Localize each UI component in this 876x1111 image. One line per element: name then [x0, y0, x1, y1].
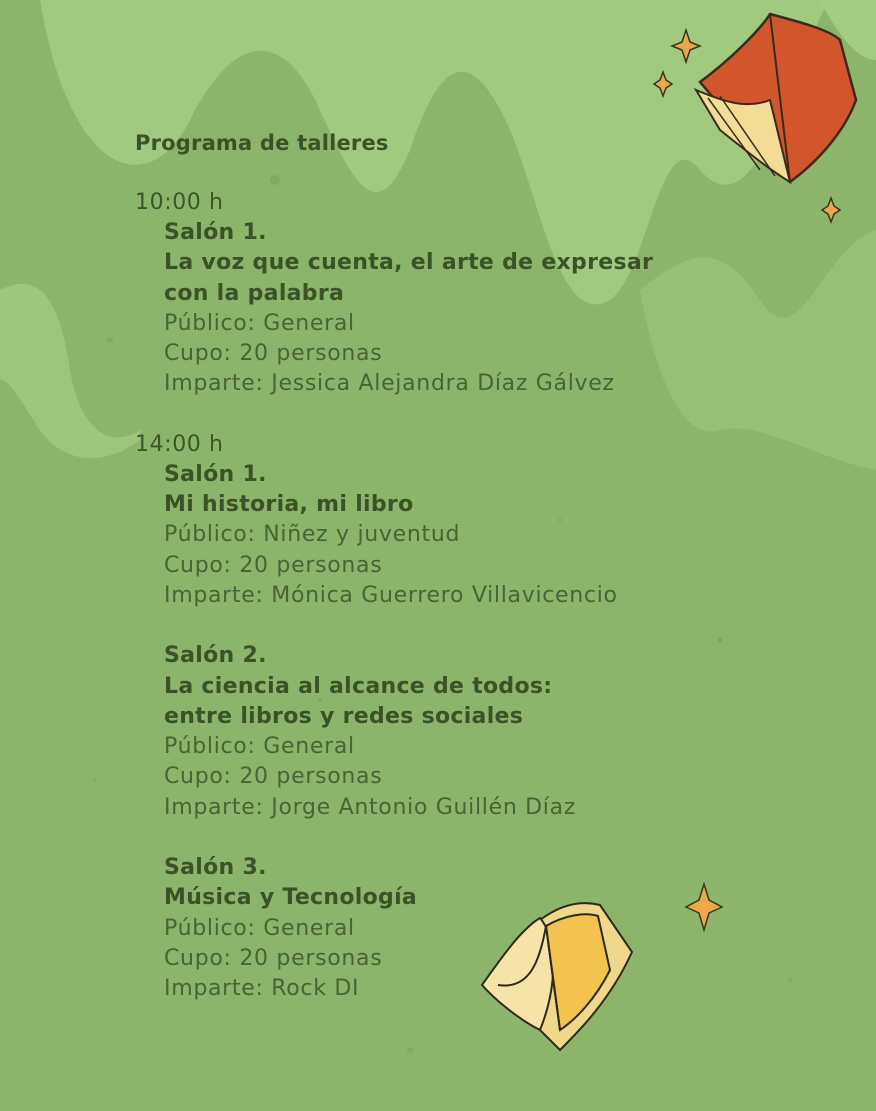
capacity-label: Cupo: 20 personas	[164, 945, 383, 971]
time-slot-1400	[135, 430, 735, 1005]
workshop-title-line: entre libros y redes sociales	[164, 703, 524, 729]
session-1400-salon-1	[135, 460, 735, 611]
room-label: Salón 1.	[164, 220, 267, 245]
session-1400-salon-3	[135, 853, 735, 1004]
room-label: Salón 2.	[164, 643, 267, 669]
time-label: 10:00 h	[135, 190, 224, 215]
room-label: Salón 1.	[164, 461, 267, 487]
audience-label: Público: General	[164, 310, 355, 336]
room-label: Salón 3.	[164, 855, 267, 881]
instructor-label: Imparte: Rock DI	[164, 976, 360, 1002]
session-1000-salon-1	[135, 218, 735, 400]
audience-label: Público: General	[164, 734, 355, 760]
capacity-label: Cupo: 20 personas	[164, 764, 383, 790]
workshop-title-line: Mi historia, mi libro	[164, 492, 414, 518]
instructor-label: Imparte: Mónica Guerrero Villavicencio	[164, 582, 618, 608]
workshop-title-line: con la palabra	[164, 280, 345, 306]
instructor-label: Imparte: Jorge Antonio Guillén Díaz	[164, 794, 577, 820]
audience-label: Público: General	[164, 915, 355, 941]
capacity-label: Cupo: 20 personas	[164, 341, 383, 367]
session-1400-salon-2	[135, 641, 735, 823]
instructor-label: Imparte: Jessica Alejandra Díaz Gálvez	[164, 371, 615, 397]
workshop-title-line: Música y Tecnología	[164, 885, 418, 911]
workshop-title-line: La voz que cuenta, el arte de expresar	[164, 250, 654, 276]
workshop-program	[135, 128, 735, 1005]
workshop-title-line: La ciencia al alcance de todos:	[164, 673, 553, 699]
page-title: Programa de talleres	[135, 131, 389, 155]
audience-label: Público: Niñez y juventud	[164, 522, 461, 548]
time-label: 14:00 h	[135, 431, 224, 457]
time-slot-1000	[135, 188, 735, 400]
capacity-label: Cupo: 20 personas	[164, 552, 383, 578]
